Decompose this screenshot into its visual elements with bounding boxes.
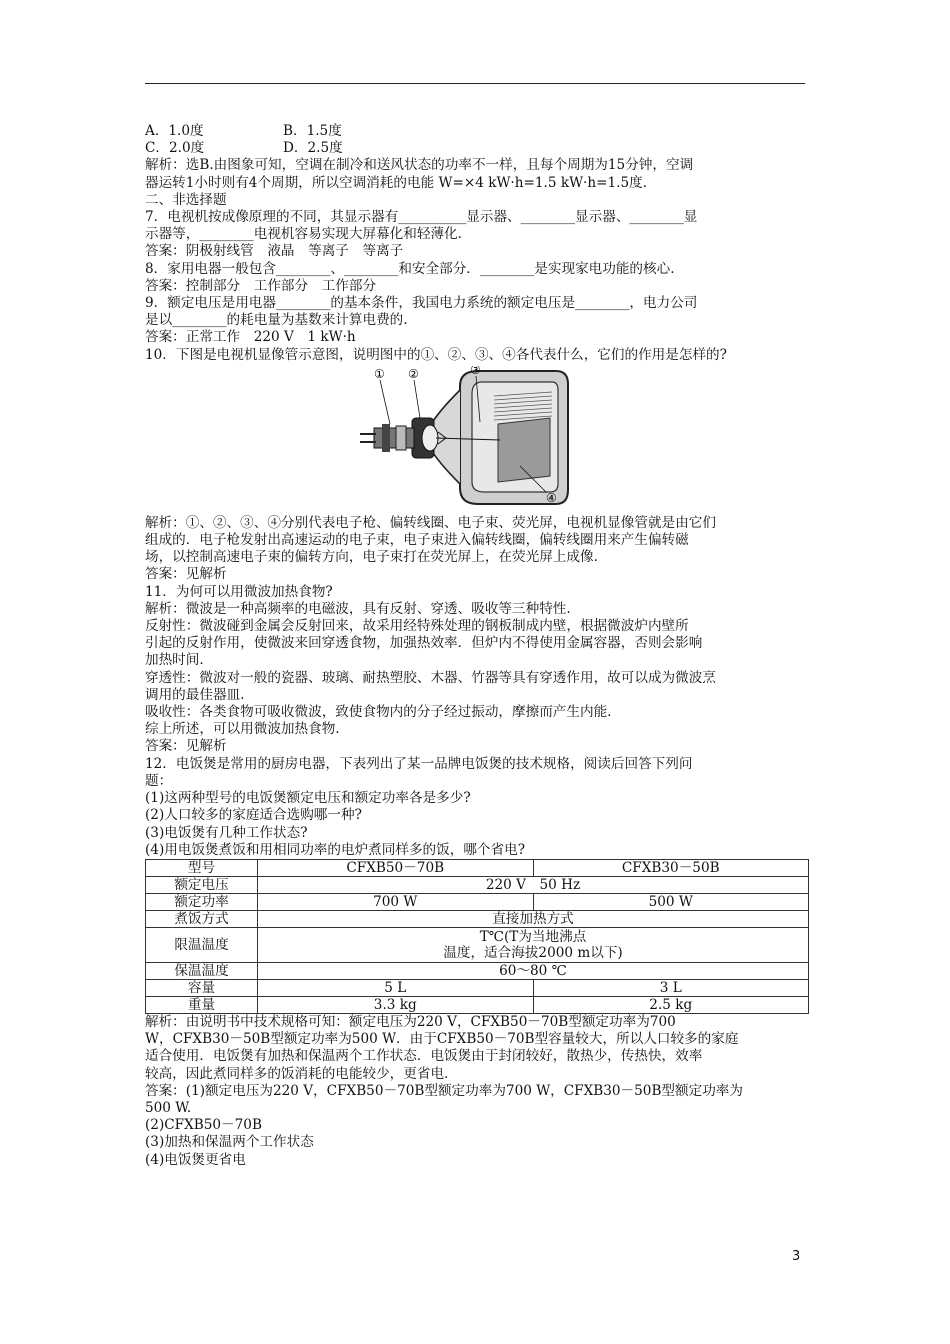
figure-label-3: ③ — [470, 365, 481, 377]
table-cell: 重量 — [146, 996, 258, 1013]
q12-answer-line: 答案：(1)额定电压为220 V，CFXB50－70B型额定功率为700 W，CFXB30－50B型额定功率为 — [145, 1082, 743, 1099]
figure-label-1: ① — [374, 366, 385, 381]
q12-answer-line: 500 W. — [145, 1099, 192, 1116]
table-cell — [258, 927, 809, 962]
table-cell: 5 L — [258, 979, 534, 996]
q11-line: 11．为何可以用微波加热食物? — [145, 583, 333, 600]
table-cell: 容量 — [146, 979, 258, 996]
q8-line: 8．家用电器一般包含________、________和安全部分．________是实现家电功能的核心. — [145, 260, 675, 277]
q12-line: (2)人口较多的家庭适合选购哪一种? — [145, 807, 362, 824]
table-row — [146, 962, 809, 979]
table-cell: 限温温度 — [146, 927, 258, 962]
table-cell: 额定电压 — [146, 876, 258, 893]
q11-answer: 答案：见解析 — [145, 738, 227, 755]
q7-answer: 答案：阴极射线管 液晶 等离子 等离子 — [145, 243, 404, 260]
document-body — [145, 123, 810, 1169]
q7-line: 示器等，________电视机容易实现大屏幕化和轻薄化. — [145, 226, 462, 243]
table-cell: CFXB50－70B — [258, 859, 534, 876]
q9-line: 9．额定电压是用电器________的基本条件，我国电力系统的额定电压是________，电力公司 — [145, 295, 698, 312]
q12-analysis-line: 较高，因此煮同样多的饭消耗的电能较少，更省电. — [145, 1065, 449, 1082]
table-cell: 220 V 50 Hz — [258, 876, 809, 893]
limit-line-1: T℃(T为当地沸点 — [479, 928, 587, 945]
table-row — [146, 996, 809, 1013]
q12-analysis-line: W，CFXB30－50B型额定功率为500 W．由于CFXB50－70B型容量较大，所以人口较多的家庭 — [145, 1031, 739, 1048]
q6-analysis-line: 解析：选B.由图象可知，空调在制冷和送风状态的功率不一样，且每个周期为15分钟，空调 — [145, 157, 694, 174]
table-cell: 60～80 ℃ — [258, 962, 809, 979]
table-row — [146, 876, 809, 893]
table-cell: 煮饭方式 — [146, 910, 258, 927]
q10-line: 10．下图是电视机显像管示意图，说明图中的①、②、③、④各代表什么，它们的作用是怎样的? — [145, 346, 727, 363]
q11-analysis-line: 吸收性：各类食物可吸收微波，致使食物内的分子经过振动，摩擦而产生内能. — [145, 704, 612, 721]
q10-analysis-line: 解析：①、②、③、④分别代表电子枪、偏转线圈、电子束、荧光屏，电视机显像管就是由它们 — [145, 514, 716, 531]
table-cell: CFXB30－50B — [533, 859, 809, 876]
q11-analysis-line: 反射性：微波碰到金属会反射回来，故采用经特殊处理的钢板制成内壁，根据微波炉内壁所 — [145, 618, 689, 635]
q12-analysis-line: 适合使用．电饭煲有加热和保温两个工作状态．电饭煲由于封闭较好，散热少，传热快，效率 — [145, 1048, 703, 1065]
q12-line: (1)这两种型号的电饭煲额定电压和额定功率各是多少? — [145, 790, 471, 807]
option-b: B．1.5度 — [283, 123, 342, 139]
option-d: D．2.5度 — [283, 140, 343, 157]
table-cell: 2.5 kg — [533, 996, 809, 1013]
table-cell: 保温温度 — [146, 962, 258, 979]
table-cell: 额定功率 — [146, 893, 258, 910]
page-number: 3 — [792, 1249, 801, 1264]
q12-line: (4)用电饭煲煮饭和用相同功率的电炉煮同样多的饭，哪个省电? — [145, 841, 525, 858]
spec-table — [145, 859, 809, 1014]
figure-label-4: ④ — [546, 490, 557, 505]
q12-line: 12．电饭煲是常用的厨房电器，下表列出了某一品牌电饭煲的技术规格，阅读后回答下列问 — [145, 755, 693, 772]
table-row — [146, 927, 809, 962]
q11-analysis-line: 综上所述，可以用微波加热食物. — [145, 721, 340, 738]
q9-answer: 答案：正常工作 220 V 1 kW·h — [145, 329, 356, 346]
table-cell: 700 W — [258, 893, 534, 910]
header-rule — [145, 83, 805, 84]
q7-line: 7．电视机按成像原理的不同，其显示器有__________显示器、________显示器、________显 — [145, 209, 698, 226]
q8-answer: 答案：控制部分 工作部分 工作部分 — [145, 277, 377, 294]
q11-analysis-line: 加热时间. — [145, 652, 204, 669]
table-row — [146, 910, 809, 927]
options-row-2 — [145, 140, 810, 157]
table-cell: 3.3 kg — [258, 996, 534, 1013]
q11-analysis-line: 穿透性：微波对一般的瓷器、玻璃、耐热塑胶、木器、竹器等具有穿透作用，故可以成为微波烹 — [145, 669, 716, 686]
table-row — [146, 893, 809, 910]
table-row — [146, 859, 809, 876]
q12-answer-line: (3)加热和保温两个工作状态 — [145, 1134, 314, 1151]
q12-analysis-line: 解析：由说明书中技术规格可知：额定电压为220 V，CFXB50－70B型额定功率为700 — [145, 1013, 676, 1030]
q9-line: 是以________的耗电量为基数来计算电费的. — [145, 312, 408, 329]
figure-label-2: ② — [408, 366, 419, 381]
table-cell: 直接加热方式 — [258, 910, 809, 927]
crt-diagram — [360, 366, 570, 508]
limit-line-2: 温度，适合海拔2000 m以下) — [443, 944, 623, 961]
q11-analysis-line: 引起的反射作用，使微波来回穿透食物，加强热效率．但炉内不得使用金属容器，否则会影响 — [145, 635, 703, 652]
table-row — [146, 979, 809, 996]
q12-line: (3)电饭煲有几种工作状态? — [145, 824, 308, 841]
options-row-1 — [145, 123, 810, 140]
table-cell: 型号 — [146, 859, 258, 876]
crt-figure — [145, 366, 810, 511]
q10-analysis-line: 场，以控制高速电子束的偏转方向，电子束打在荧光屏上，在荧光屏上成像. — [145, 549, 598, 566]
section-heading: 二、非选择题 — [145, 191, 227, 208]
q10-analysis-line: 组成的．电子枪发射出高速运动的电子束，电子束进入偏转线圈，偏转线圈用来产生偏转磁 — [145, 532, 689, 549]
table-cell: 500 W — [533, 893, 809, 910]
option-a: A．1.0度 — [145, 123, 204, 139]
q6-analysis-line: 器运转1小时则有4个周期，所以空调消耗的电能 W=×4 kW·h=1.5 kW·h=1.5度. — [145, 174, 648, 191]
q11-analysis-line: 解析：微波是一种高频率的电磁波，具有反射、穿透、吸收等三种特性. — [145, 600, 571, 617]
q12-line: 题： — [145, 772, 173, 789]
q12-answer-line: (2)CFXB50－70B — [145, 1117, 262, 1134]
q12-answer-line: (4)电饭煲更省电 — [145, 1151, 246, 1168]
q10-answer: 答案：见解析 — [145, 566, 227, 583]
q11-analysis-line: 调用的最佳器皿. — [145, 686, 245, 703]
option-c: C．2.0度 — [145, 140, 205, 157]
table-cell: 3 L — [533, 979, 809, 996]
